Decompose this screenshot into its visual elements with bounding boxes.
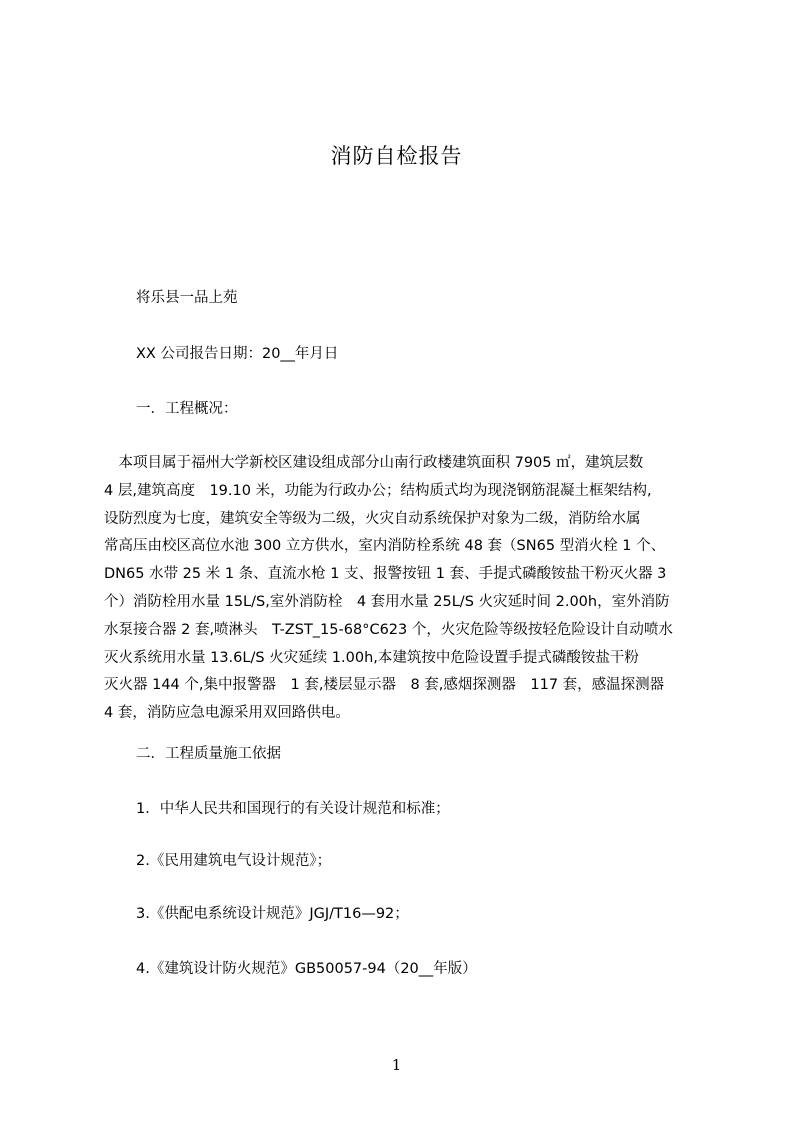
paragraph-line: 灭火器 144 个,集中报警器 1 套,楼层显示器 8 套,感烟探测器 117 套，感温探测器 xyxy=(104,677,665,694)
section-1-heading: 一．工程概况： xyxy=(136,401,238,417)
basis-item: 1．中华人民共和国现行的有关设计规范和标准； xyxy=(136,801,450,817)
document-title: 消防自检报告 xyxy=(330,144,463,168)
paragraph-line: 灭火系统用水量 13.6L/S 火灾延续 1.00h,本建筑按中危险设置手提式磷酸铵盐干粉 xyxy=(104,649,639,666)
project-overview-paragraph xyxy=(104,450,700,722)
paragraph-line: DN65 水带 25 米 1 条、直流水枪 1 支、报警按钮 1 套、手提式磷酸铵盐干粉灭火器 3 xyxy=(104,566,667,583)
paragraph-line: 4 层,建筑高度 19.10 米，功能为行政办公；结构质式均为现浇钢筋混凝土框架结构, xyxy=(104,482,652,499)
basis-item: 3.《供配电系统设计规范》JGJ/T16—92； xyxy=(136,906,409,922)
paragraph-line: 个）消防栓用水量 15L/S,室外消防栓 4 套用水量 25L/S 火灾延时间 2.00h，室外消防 xyxy=(104,593,670,610)
basis-item: 2.《民用建筑电气设计规范》； xyxy=(136,853,332,869)
section-2-heading: 二．工程质量施工依据 xyxy=(136,746,281,762)
project-location: 将乐县一品上苑 xyxy=(136,290,238,306)
paragraph-line: 设防烈度为七度，建筑安全等级为二级，火灾自动系统保护对象为二级，消防给水属 xyxy=(104,510,641,527)
paragraph-line: 水泵接合器 2 套,喷淋头 T-ZST_15-68°C623 个，火灾危险等级按轻危险设计自动喷水 xyxy=(104,621,673,638)
company-report-date: XX 公司报告日期：20__年月日 xyxy=(136,346,339,362)
page-number: 1 xyxy=(391,1056,402,1074)
basis-item: 4.《建筑设计防火规范》GB50057-94（20__年版） xyxy=(136,961,477,977)
paragraph-line: 常高压由校区高位水池 300 立方供水，室内消防栓系统 48 套（SN65 型消火栓 1 个、 xyxy=(104,538,666,555)
paragraph-line: 本项目属于福州大学新校区建设组成部分山南行政楼建筑面积 7905 ㎡，建筑层数 xyxy=(104,455,644,471)
paragraph-line: 4 套，消防应急电源采用双回路供电。 xyxy=(104,705,350,722)
